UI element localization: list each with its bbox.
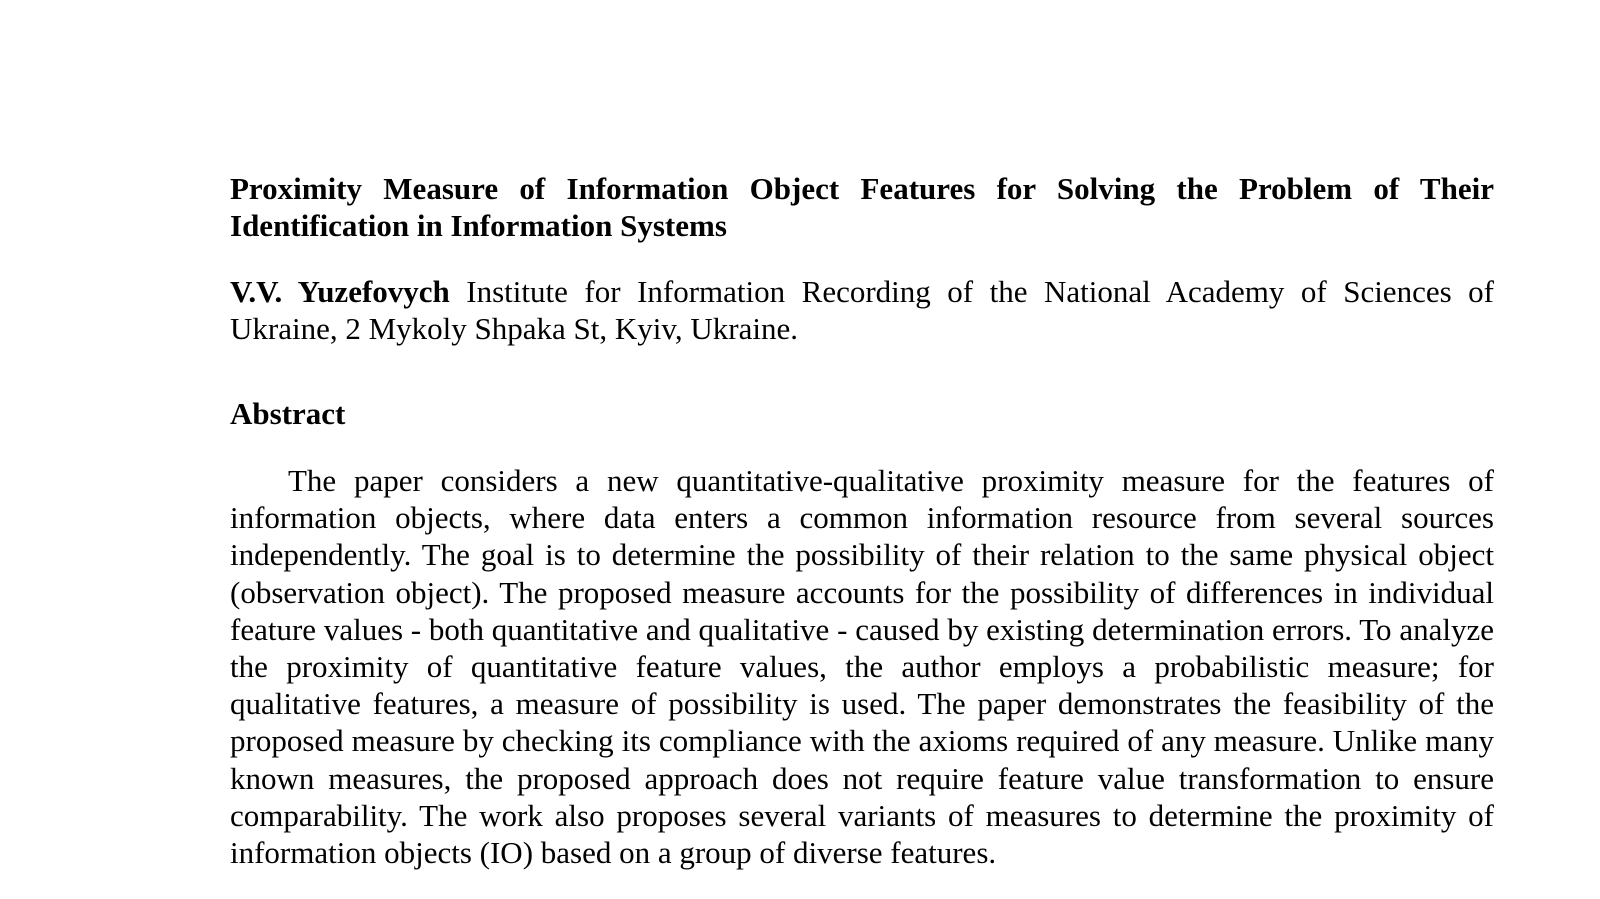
abstract-text: The paper considers a new quantitative-qualitative proximity measure for the features of information objects, where data enters a common information resource from several sources independently. The goal is to determine the possibility of their relation to the same physical object (observation object). The proposed measure accounts for the possibility of differences in individual feature values - both quantitative and qualitative - caused by existing determination errors. To analyze the proximity of quantitative feature values, the author employs a probabilistic measure; for qualitative features, a measure of possibility is used. The paper demonstrates the feasibility of the proposed measure by checking its compliance with the axioms required of any measure. Unlike many known measures, the proposed approach does not require feature value transformation to ensure comparability. The work also proposes several variants of measures to determine the proximity of information objects (IO) based on a group of diverse features. (230, 463, 1494, 871)
author-name: V.V. Yuzefovych (230, 274, 450, 309)
abstract-heading: Abstract (230, 396, 346, 431)
author-block (230, 273, 1494, 347)
paper-title: Proximity Measure of Information Object Features for Solving the Problem of Their Identification in Information Systems (230, 171, 1494, 243)
author-affiliation: Institute for Information Recording of the National Academy of Sciences of Ukraine, 2 Mykoly Shpaka St, Kyiv, Ukraine. (230, 274, 1494, 346)
paper-page (230, 170, 1494, 871)
